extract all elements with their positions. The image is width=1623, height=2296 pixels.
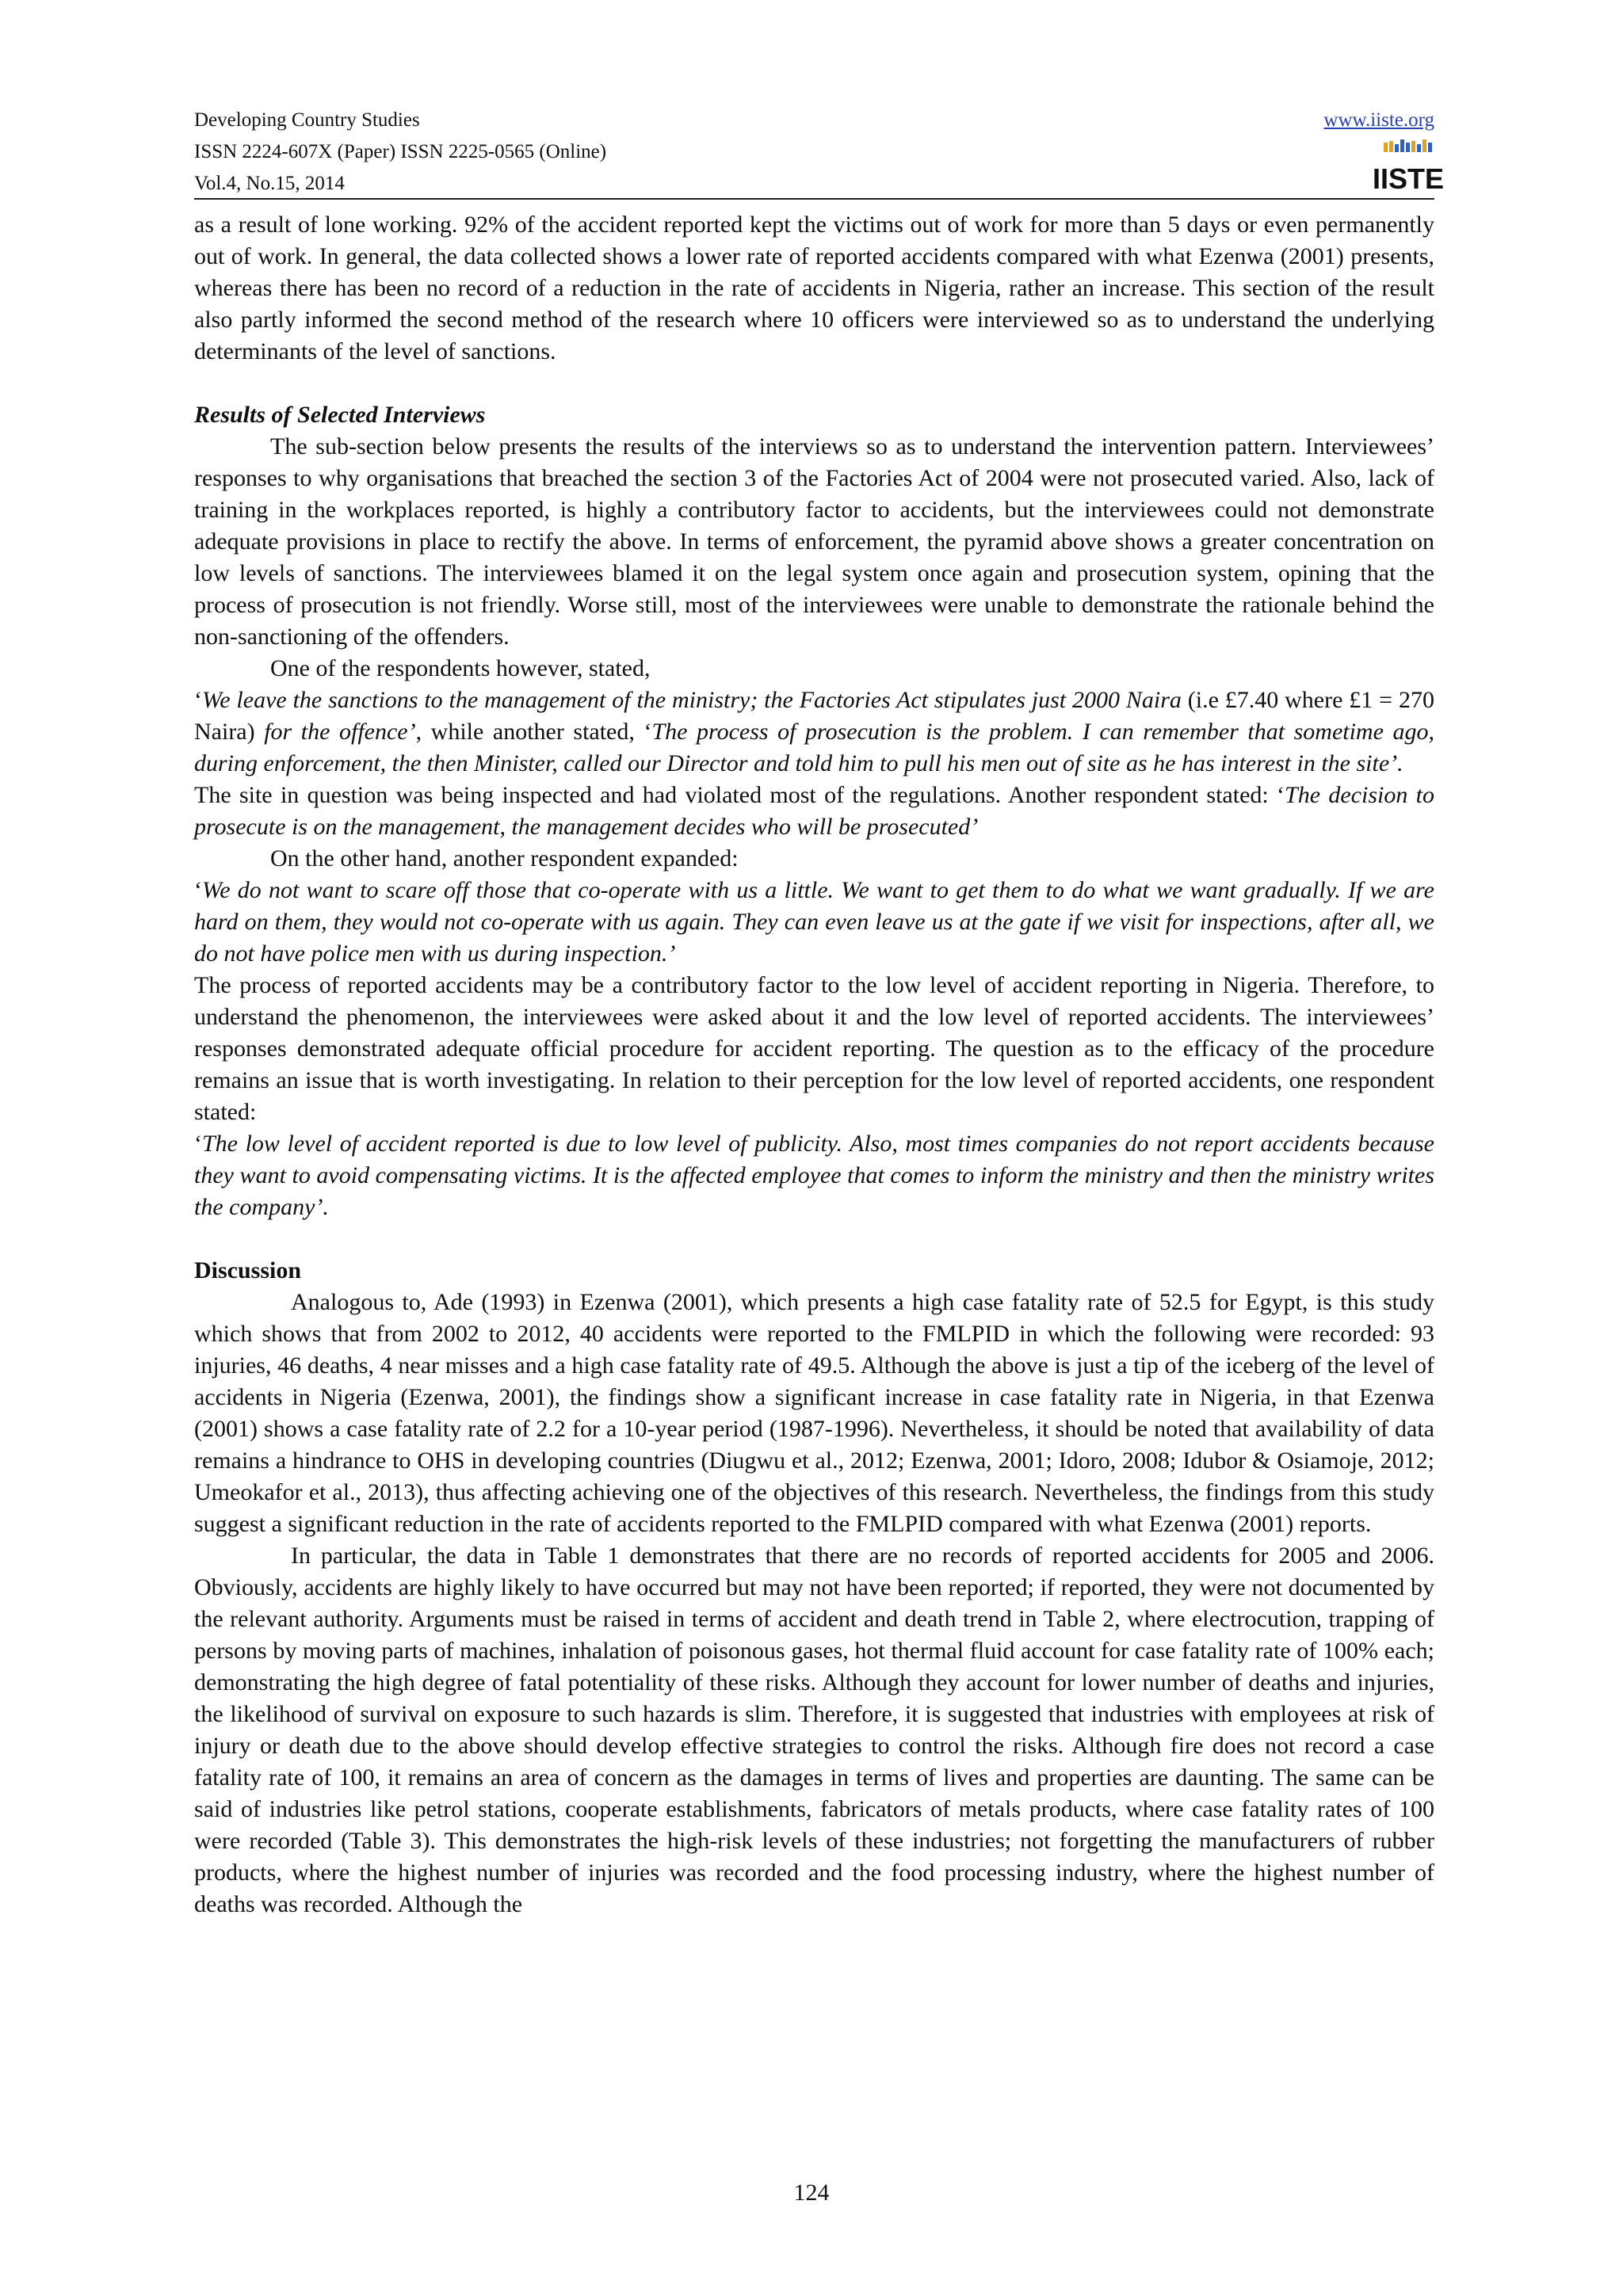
page-header [194, 105, 1445, 200]
journal-name: Developing Country Studies [194, 109, 420, 131]
quote-text: We leave the sanctions to the management of the ministry; the Factories Act stipulates just 2000 Naira [202, 687, 1182, 713]
paragraph: One of the respondents however, stated, [270, 655, 651, 681]
paragraph: The process of reported accidents may be a contributory factor to the low level of accident reporting in Nigeria. Therefore, to understand the phenomenon, the interviewees were asked about it and the low level of reported accidents. The interviewees’ responses demonstrated adequate official procedure for accident reporting. The question as to the efficacy of the procedure remains an issue that is worth investigating. In relation to their perception for the low level of reported accidents, one respondent stated: [194, 972, 1434, 1125]
text-span: (i.e £7.40 where £1 = 270 Naira) [194, 687, 1434, 745]
quote-text: The process of prosecution is the problem. I can remember that sometime ago, during enforcement, the then Minister, called our Director and told him to pull his men out of site as he has interest in the site’. [194, 719, 1434, 776]
quote-text: We do not want to scare off those that co-operate with us a little. We want to get them to do what we want gradually. If we are hard on them, they would not co-operate with us again. They can even leave us at the gate if we visit for inspections, after all, we do not have police men with us during inspection.’ [194, 877, 1434, 967]
paragraph: On the other hand, another respondent expanded: [270, 845, 739, 871]
section-heading-discussion: Discussion [194, 1257, 302, 1283]
quote-text: for the offence’ [264, 719, 416, 745]
quote-text: The low level of accident reported is due to low level of publicity. Also, most times companies do not report accidents because they want to avoid compensating victims. It is the affected employee that comes to inform the ministry and then the ministry writes the company’. [194, 1131, 1434, 1220]
paragraph: The sub-section below presents the results of the interviews so as to understand the intervention pattern. Interviewees’ responses to why organisations that breached the section 3 of the Factories Act of 2004 were not prosecuted varied. Also, lack of training in the workplaces reported, is highly a contributory factor to accidents, but the interviewees could not demonstrate adequate provisions in place to rectify the above. In terms of enforcement, the pyramid above shows a greater concentration on low levels of sanctions. The interviewees blamed it on the legal system once again and prosecution system, opining that the process of prosecution is not friendly. Worse still, most of the interviewees were unable to demonstrate the rationale behind the non-sanctioning of the offenders. [194, 433, 1434, 650]
paragraph [194, 780, 1434, 843]
text-span: ‘ [194, 1131, 202, 1157]
text-span: ‘ [194, 687, 202, 713]
section-heading-interviews: Results of Selected Interviews [194, 402, 486, 428]
text-span: ‘ [194, 877, 202, 903]
logo-text: IISTE [1372, 162, 1445, 195]
quote-paragraph [194, 875, 1434, 970]
page-number: 124 [793, 2180, 830, 2206]
quote-paragraph [194, 1128, 1434, 1223]
text-span: The site in question was being inspected and had violated most of the regulations. Another respondent stated: ‘ [194, 782, 1285, 808]
quote-paragraph [194, 685, 1434, 780]
article-body [194, 209, 1434, 1920]
paragraph: In particular, the data in Table 1 demonstrates that there are no records of reported accidents for 2005 and 2006. Obviously, accidents are highly likely to have occurred but may not have been reported; if reported, they were not documented by the relevant authority. Arguments must be raised in terms of accident and death trend in Table 2, where electrocution, trapping of persons by moving parts of machines, inhalation of poisonous gases, hot thermal fluid account for case fatality rate of 100% each; demonstrating the high degree of fatal potentiality of these risks. Although they account for lower number of deaths and injuries, the likelihood of survival on exposure to such hazards is slim. Therefore, it is suggested that industries with employees at risk of injury or death due to the above should develop effective strategies to control the risks. Although fire does not record a case fatality rate of 100, it remains an area of concern as the damages in terms of lives and properties are daunting. The same can be said of industries like petrol stations, cooperate establishments, fabricators of metals products, where case fatality rates of 100 were recorded (Table 3). This demonstrates the high-risk levels of these industries; not forgetting the manufacturers of rubber products, where the highest number of injuries was recorded and the food processing industry, where the highest number of deaths was recorded. Although the [194, 1543, 1434, 1917]
spacer [194, 1223, 1434, 1255]
iiste-logo-icon [1372, 138, 1445, 195]
volume-line: Vol.4, No.15, 2014 [194, 173, 345, 194]
header-divider [194, 198, 1434, 200]
spacer [194, 368, 1434, 399]
paragraph: Analogous to, Ade (1993) in Ezenwa (2001), which presents a high case fatality rate of 52.5 for Egypt, is this study which shows that from 2002 to 2012, 40 accidents were reported to the FMLPID in which the following were recorded: 93 injuries, 46 deaths, 4 near misses and a high case fatality rate of 49.5. Although the above is just a tip of the iceberg of the level of accidents in Nigeria (Ezenwa, 2001), the findings show a significant increase in case fatality rate in Nigeria, in that Ezenwa (2001) shows a case fatality rate of 2.2 for a 10-year period (1987-1996). Nevertheless, it should be noted that availability of data remains a hindrance to OHS in developing countries (Diugwu et al., 2012; Ezenwa, 2001; Idoro, 2008; Idubor & Osiamoje, 2012; Umeokafor et al., 2013), thus affecting achieving one of the objectives of this research. Nevertheless, the findings from this study suggest a significant reduction in the rate of accidents reported to the FMLPID compared with what Ezenwa (2001) reports. [194, 1289, 1434, 1537]
issn-line: ISSN 2224-607X (Paper) ISSN 2225-0565 (Online) [194, 141, 607, 162]
quote-text: The decision to prosecute is on the management, the management decides who will be prosecuted’ [194, 782, 1435, 840]
journal-url-link[interactable]: www.iiste.org [1323, 109, 1434, 131]
paragraph: as a result of lone working. 92% of the accident reported kept the victims out of work for more than 5 days or even permanently out of work. In general, the data collected shows a lower rate of reported accidents compared with what Ezenwa (2001) presents, whereas there has been no record of a reduction in the rate of accidents in Nigeria, rather an increase. This section of the result also partly informed the second method of the research where 10 officers were interviewed so as to understand the underlying determinants of the level of sanctions. [194, 212, 1434, 364]
text-span: , while another stated, ‘ [415, 719, 652, 745]
